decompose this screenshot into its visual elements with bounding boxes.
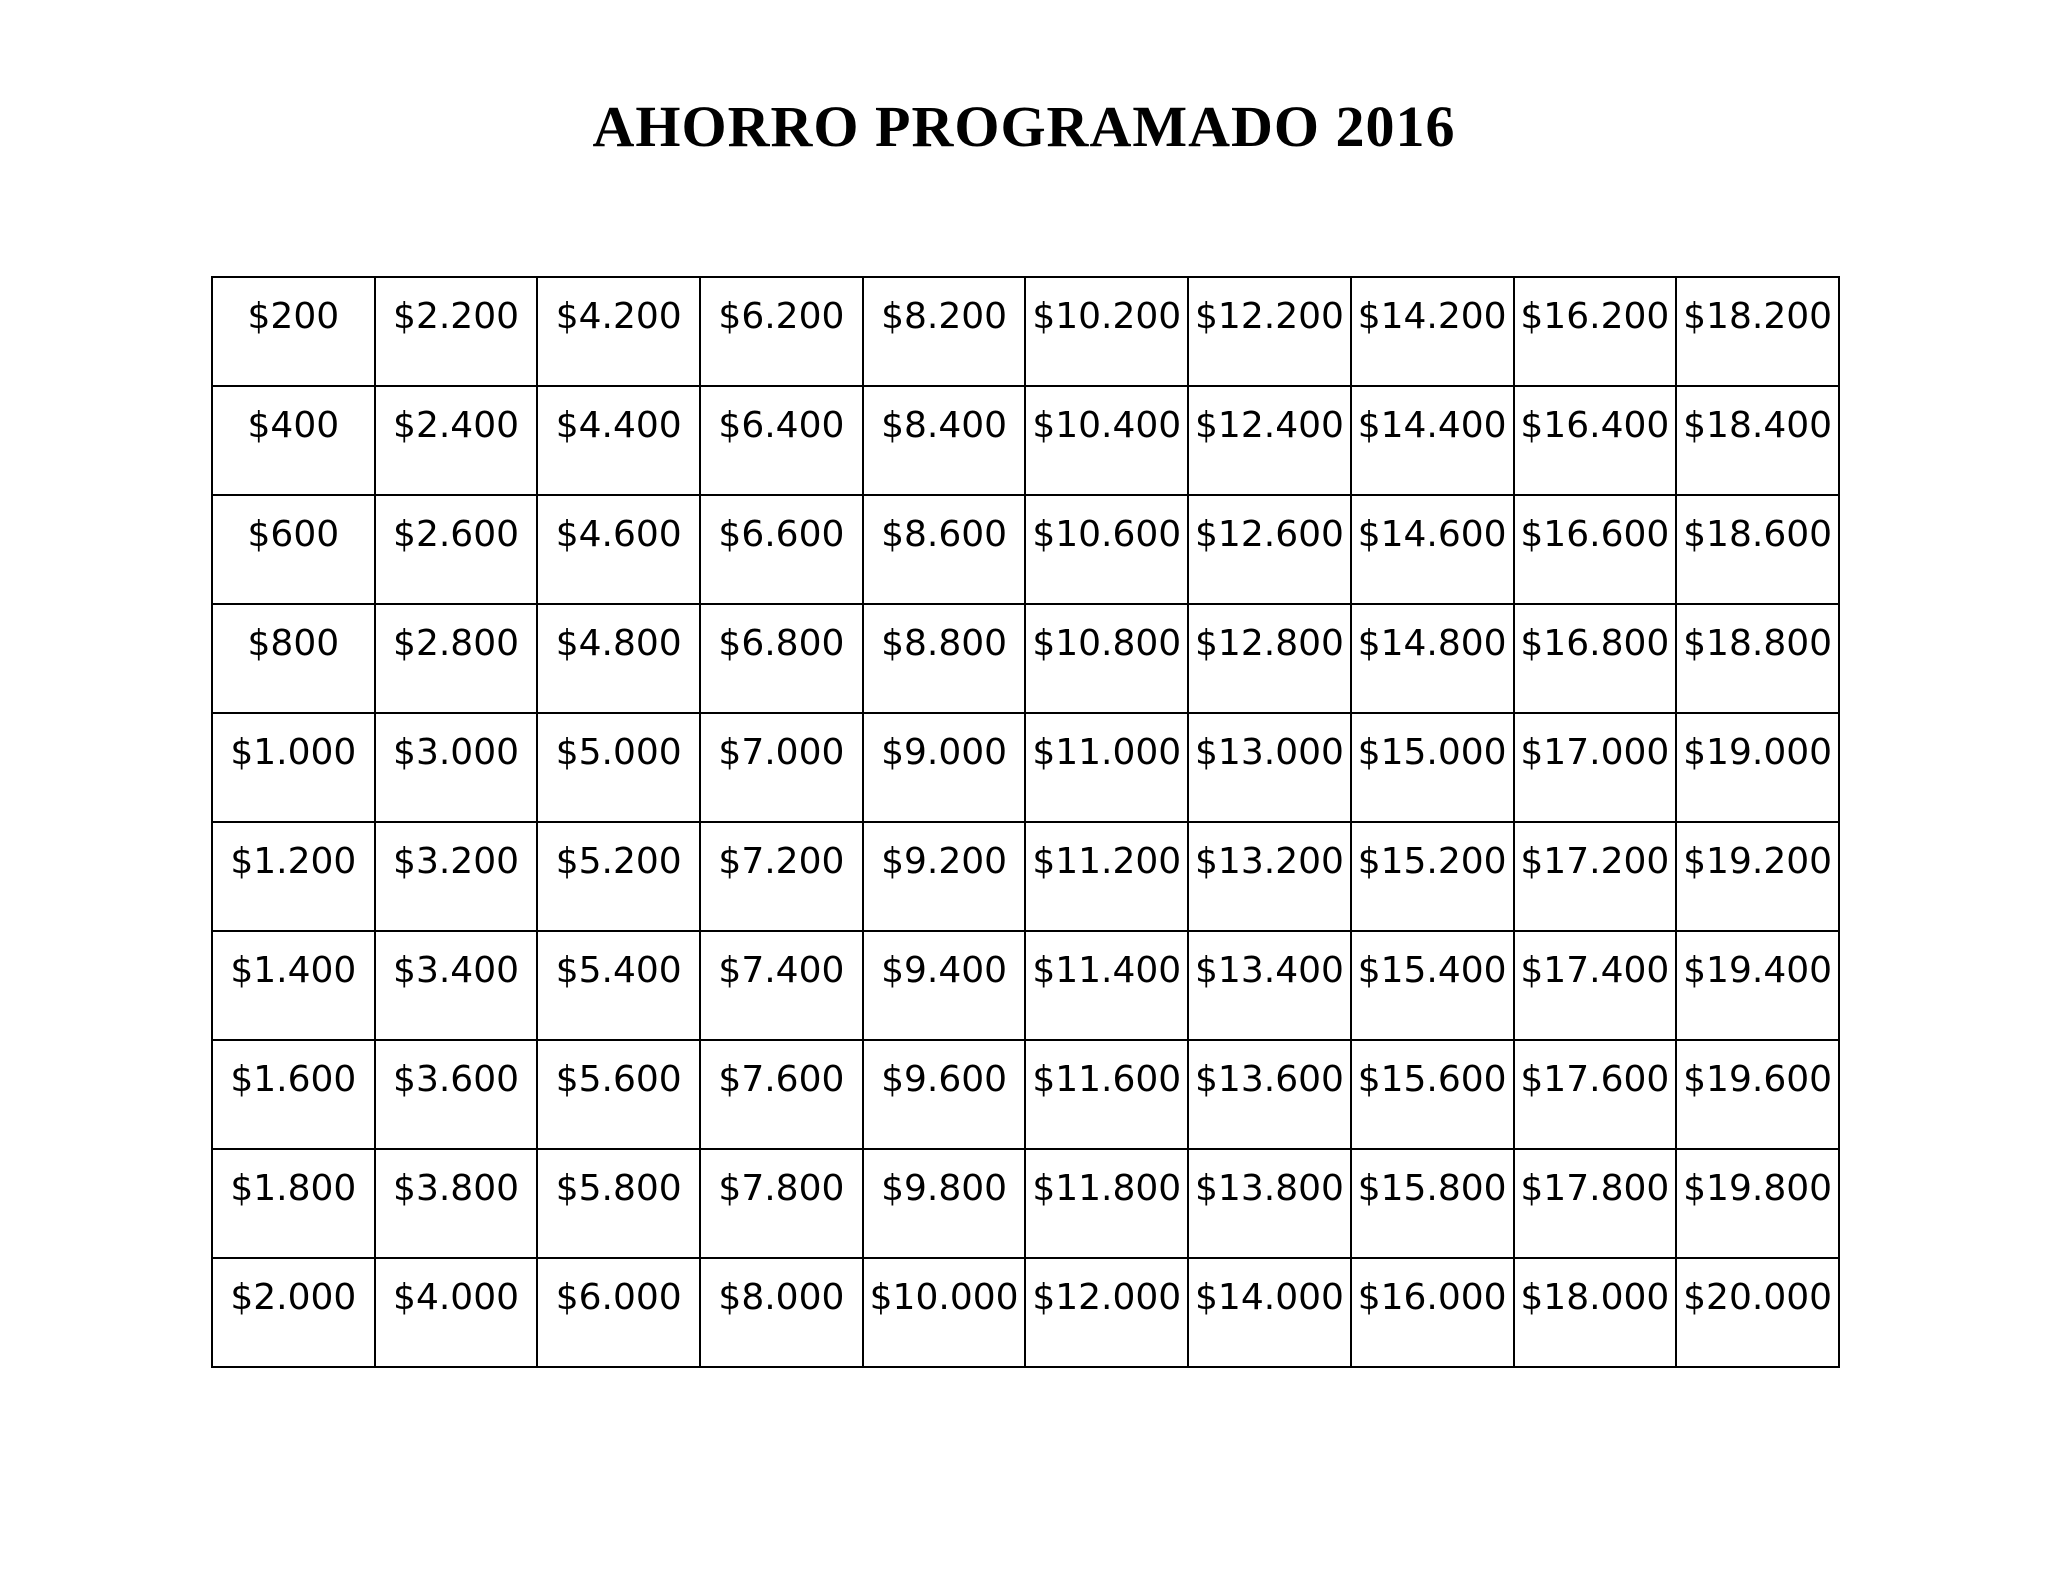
table-cell: $13.200: [1188, 822, 1351, 931]
table-cell: $6.400: [700, 386, 863, 495]
table-cell: $5.200: [537, 822, 700, 931]
table-cell: $18.200: [1676, 277, 1839, 386]
table-cell: $13.600: [1188, 1040, 1351, 1149]
table-cell: $2.800: [375, 604, 538, 713]
table-cell: $8.600: [863, 495, 1026, 604]
table-cell: $13.400: [1188, 931, 1351, 1040]
table-cell: $5.800: [537, 1149, 700, 1258]
table-cell: $4.800: [537, 604, 700, 713]
table-cell: $14.400: [1351, 386, 1514, 495]
table-cell: $17.000: [1514, 713, 1677, 822]
table-cell: $11.400: [1025, 931, 1188, 1040]
table-cell: $10.800: [1025, 604, 1188, 713]
table-cell: $12.200: [1188, 277, 1351, 386]
table-cell: $16.800: [1514, 604, 1677, 713]
table-cell: $10.400: [1025, 386, 1188, 495]
table-cell: $4.600: [537, 495, 700, 604]
table-cell: $1.000: [212, 713, 375, 822]
table-cell: $2.400: [375, 386, 538, 495]
table-cell: $5.000: [537, 713, 700, 822]
table-cell: $7.200: [700, 822, 863, 931]
table-cell: $9.000: [863, 713, 1026, 822]
table-cell: $4.200: [537, 277, 700, 386]
table-cell: $200: [212, 277, 375, 386]
table-cell: $15.400: [1351, 931, 1514, 1040]
table-cell: $18.000: [1514, 1258, 1677, 1367]
table-cell: $20.000: [1676, 1258, 1839, 1367]
table-cell: $15.000: [1351, 713, 1514, 822]
table-cell: $18.400: [1676, 386, 1839, 495]
table-cell: $19.800: [1676, 1149, 1839, 1258]
table-cell: $9.200: [863, 822, 1026, 931]
savings-table-body: [212, 277, 1839, 1367]
table-cell: $10.000: [863, 1258, 1026, 1367]
table-cell: $8.400: [863, 386, 1026, 495]
table-cell: $7.600: [700, 1040, 863, 1149]
table-cell: $11.800: [1025, 1149, 1188, 1258]
table-cell: $11.000: [1025, 713, 1188, 822]
table-cell: $16.600: [1514, 495, 1677, 604]
table-cell: $6.200: [700, 277, 863, 386]
table-cell: $19.000: [1676, 713, 1839, 822]
table-row: [212, 1258, 1839, 1367]
table-cell: $15.600: [1351, 1040, 1514, 1149]
table-cell: $12.400: [1188, 386, 1351, 495]
table-cell: $19.400: [1676, 931, 1839, 1040]
table-cell: $8.000: [700, 1258, 863, 1367]
table-row: [212, 277, 1839, 386]
table-cell: $8.800: [863, 604, 1026, 713]
table-cell: $17.400: [1514, 931, 1677, 1040]
table-row: [212, 495, 1839, 604]
table-row: [212, 713, 1839, 822]
table-cell: $16.400: [1514, 386, 1677, 495]
table-cell: $3.200: [375, 822, 538, 931]
table-cell: $4.000: [375, 1258, 538, 1367]
table-cell: $1.800: [212, 1149, 375, 1258]
table-cell: $1.200: [212, 822, 375, 931]
table-cell: $6.800: [700, 604, 863, 713]
table-cell: $17.200: [1514, 822, 1677, 931]
table-row: [212, 931, 1839, 1040]
table-cell: $11.200: [1025, 822, 1188, 931]
table-cell: $4.400: [537, 386, 700, 495]
table-cell: $10.600: [1025, 495, 1188, 604]
table-cell: $17.600: [1514, 1040, 1677, 1149]
table-cell: $400: [212, 386, 375, 495]
table-cell: $9.800: [863, 1149, 1026, 1258]
table-cell: $12.600: [1188, 495, 1351, 604]
table-cell: $2.600: [375, 495, 538, 604]
table-cell: $18.600: [1676, 495, 1839, 604]
table-cell: $17.800: [1514, 1149, 1677, 1258]
table-cell: $14.200: [1351, 277, 1514, 386]
table-cell: $1.600: [212, 1040, 375, 1149]
table-cell: $6.600: [700, 495, 863, 604]
table-cell: $13.800: [1188, 1149, 1351, 1258]
table-cell: $16.200: [1514, 277, 1677, 386]
table-cell: $16.000: [1351, 1258, 1514, 1367]
table-cell: $7.000: [700, 713, 863, 822]
table-cell: $2.200: [375, 277, 538, 386]
table-cell: $1.400: [212, 931, 375, 1040]
table-row: [212, 1149, 1839, 1258]
savings-table: [211, 276, 1840, 1368]
table-cell: $12.800: [1188, 604, 1351, 713]
table-row: [212, 1040, 1839, 1149]
table-cell: $15.200: [1351, 822, 1514, 931]
table-row: [212, 604, 1839, 713]
table-cell: $9.400: [863, 931, 1026, 1040]
table-cell: $3.800: [375, 1149, 538, 1258]
page-title: AHORRO PROGRAMADO 2016: [592, 94, 1456, 159]
table-cell: $13.000: [1188, 713, 1351, 822]
table-cell: $5.600: [537, 1040, 700, 1149]
table-cell: $19.600: [1676, 1040, 1839, 1149]
table-cell: $3.600: [375, 1040, 538, 1149]
table-cell: $6.000: [537, 1258, 700, 1367]
table-cell: $11.600: [1025, 1040, 1188, 1149]
table-cell: $2.000: [212, 1258, 375, 1367]
table-cell: $10.200: [1025, 277, 1188, 386]
table-cell: $7.800: [700, 1149, 863, 1258]
table-cell: $8.200: [863, 277, 1026, 386]
table-cell: $14.800: [1351, 604, 1514, 713]
table-cell: $5.400: [537, 931, 700, 1040]
table-cell: $800: [212, 604, 375, 713]
table-cell: $12.000: [1025, 1258, 1188, 1367]
table-cell: $14.000: [1188, 1258, 1351, 1367]
table-cell: $9.600: [863, 1040, 1026, 1149]
table-cell: $3.000: [375, 713, 538, 822]
table-cell: $18.800: [1676, 604, 1839, 713]
table-cell: $7.400: [700, 931, 863, 1040]
table-row: [212, 386, 1839, 495]
table-cell: $3.400: [375, 931, 538, 1040]
table-cell: $15.800: [1351, 1149, 1514, 1258]
table-cell: $14.600: [1351, 495, 1514, 604]
table-cell: $600: [212, 495, 375, 604]
table-row: [212, 822, 1839, 931]
table-cell: $19.200: [1676, 822, 1839, 931]
